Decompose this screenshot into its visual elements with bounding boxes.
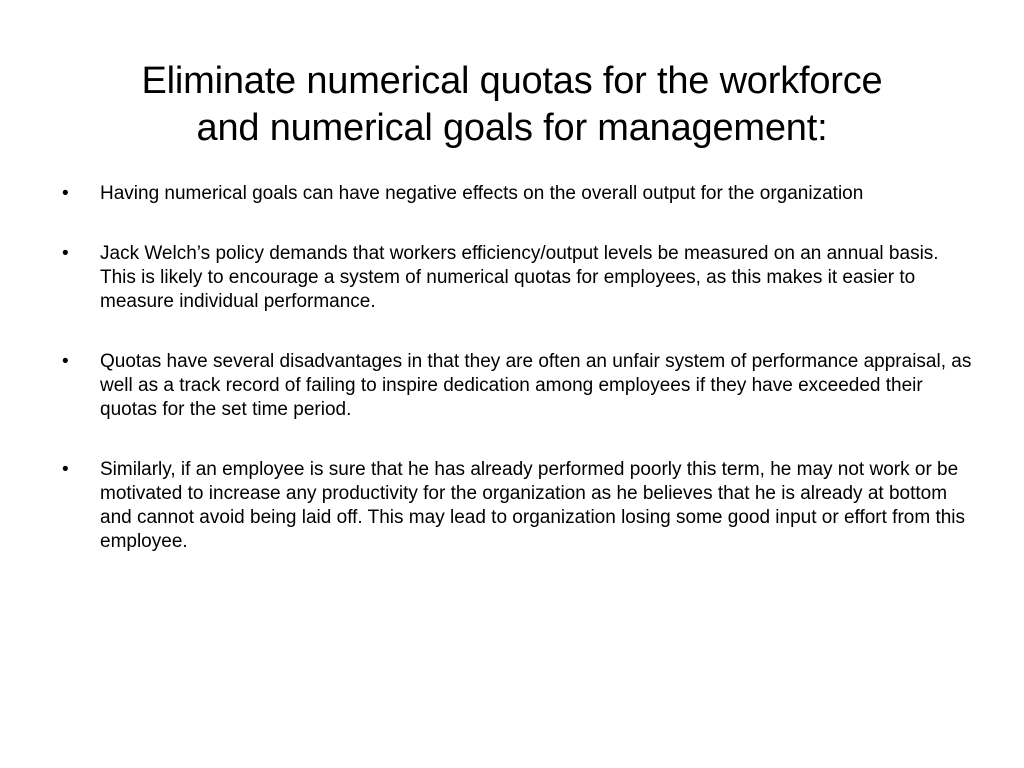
slide-title-line-2: and numerical goals for management: xyxy=(196,107,828,149)
bullet-item xyxy=(60,182,975,206)
bullet-icon: • xyxy=(62,351,69,372)
bullet-text: Similarly, if an employee is sure that he has already performed poorly this term, he may not work or be motivated to increase any productivity for the organization as he believes that he is already at bottom and cannot avoid being laid off. This may lead to organization losing some good input or effort from this employee. xyxy=(100,459,966,552)
bullet-item xyxy=(60,458,975,554)
slide-title xyxy=(60,58,964,152)
slide-title-line-1: Eliminate numerical quotas for the workforce xyxy=(141,60,883,102)
bullet-text: Quotas have several disadvantages in that they are often an unfair system of performance appraisal, as well as a track record of failing to inspire dedication among employees if they have exceeded their quotas for the set time period. xyxy=(100,351,972,420)
bullet-icon: • xyxy=(62,183,69,204)
bullet-item xyxy=(60,350,975,422)
bullet-list xyxy=(60,182,975,590)
bullet-text: Jack Welch’s policy demands that workers efficiency/output levels be measured on an annual basis. This is likely to encourage a system of numerical quotas for employees, as this makes it easier to measure individual performance. xyxy=(100,243,939,312)
bullet-text: Having numerical goals can have negative effects on the overall output for the organization xyxy=(100,183,864,204)
bullet-icon: • xyxy=(62,243,69,264)
bullet-icon: • xyxy=(62,459,69,480)
bullet-item xyxy=(60,242,975,314)
